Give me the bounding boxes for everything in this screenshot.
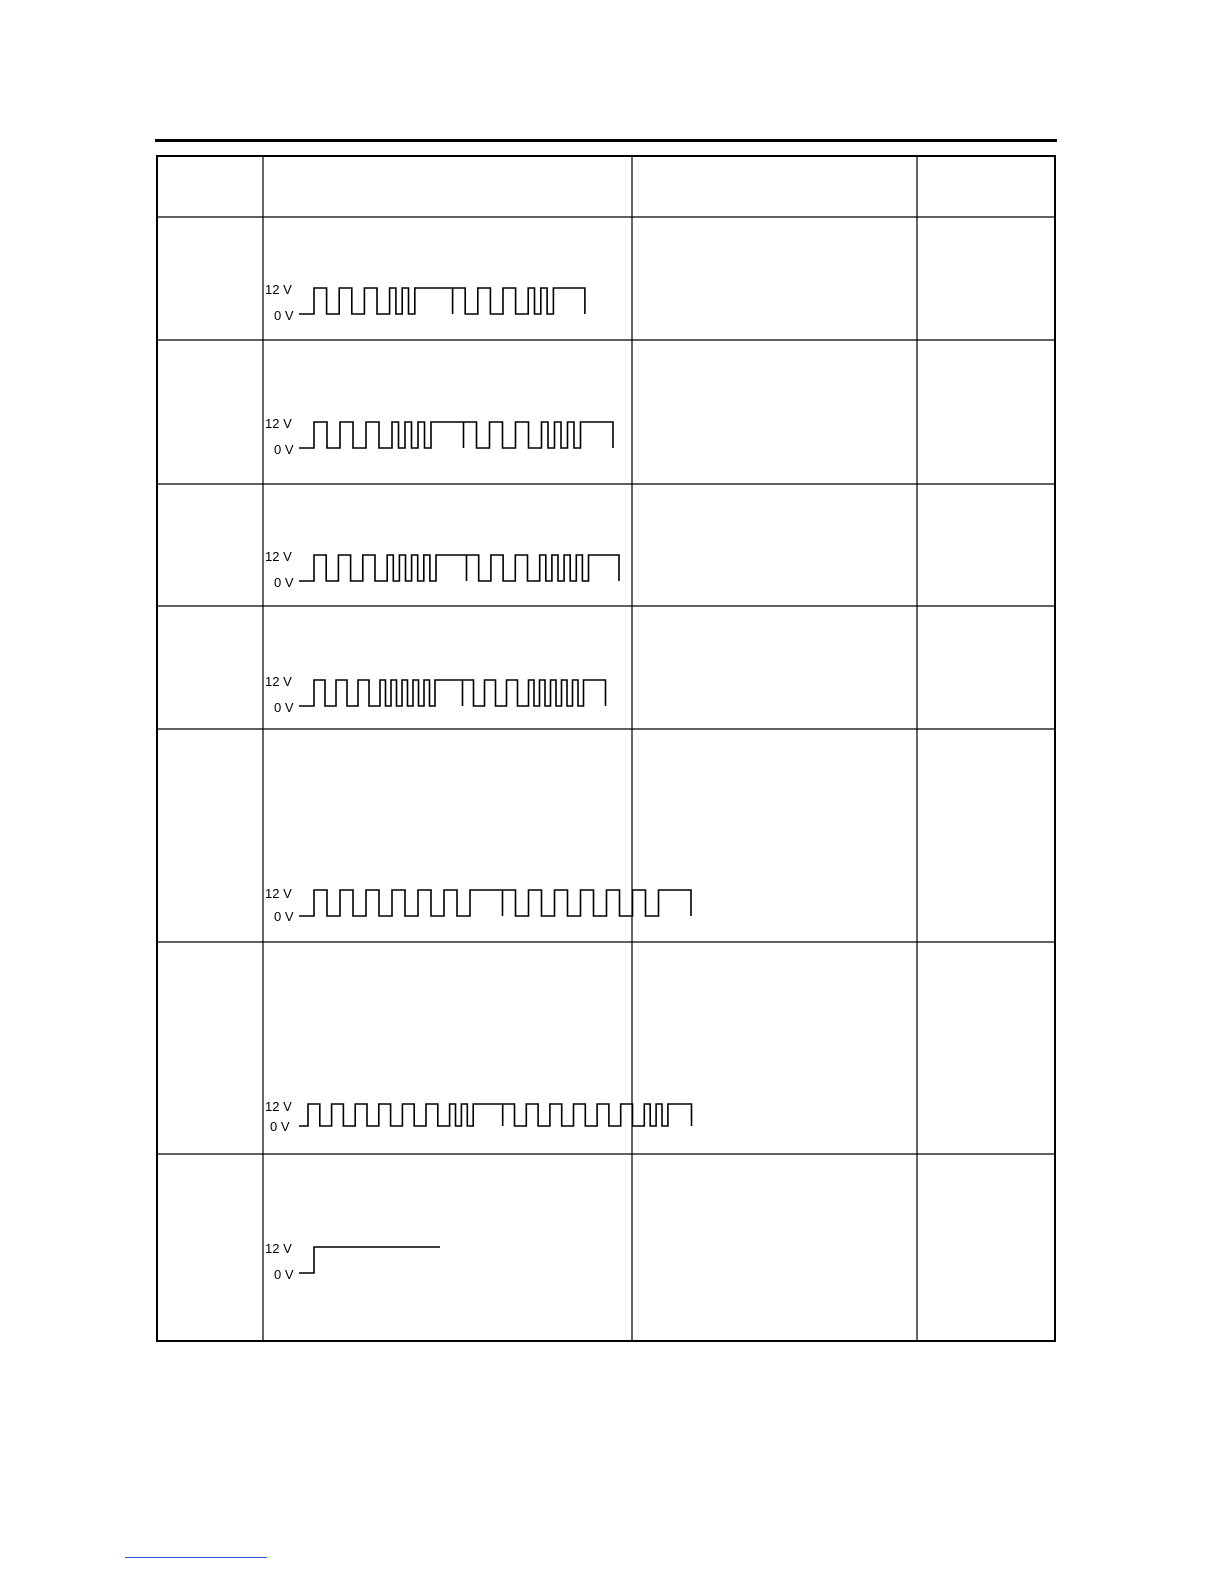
low-voltage-label: 0 V: [274, 700, 294, 715]
pulse-waveform: [299, 288, 585, 314]
pulse-waveform: [299, 680, 606, 706]
low-voltage-label: 0 V: [274, 308, 294, 323]
pulse-waveform: [299, 422, 613, 448]
high-voltage-label: 12 V: [265, 674, 292, 689]
pulse-waveform: [299, 1104, 692, 1126]
high-voltage-label: 12 V: [265, 1241, 292, 1256]
footer-link-underline[interactable]: [125, 1557, 267, 1558]
pulse-waveform: [299, 890, 691, 916]
high-voltage-label: 12 V: [265, 416, 292, 431]
table-grid: [156, 155, 1056, 1342]
high-voltage-label: 12 V: [265, 549, 292, 564]
low-voltage-label: 0 V: [274, 442, 294, 457]
header-rule: [155, 139, 1057, 142]
low-voltage-label: 0 V: [274, 909, 294, 924]
low-voltage-label: 0 V: [274, 575, 294, 590]
pulse-waveform: [299, 1247, 440, 1273]
low-voltage-label: 0 V: [274, 1267, 294, 1282]
high-voltage-label: 12 V: [265, 886, 292, 901]
low-voltage-label: 0 V: [270, 1119, 290, 1134]
high-voltage-label: 12 V: [265, 1099, 292, 1114]
waveform-table: [156, 155, 1056, 1342]
high-voltage-label: 12 V: [265, 282, 292, 297]
pulse-waveform: [299, 555, 619, 581]
